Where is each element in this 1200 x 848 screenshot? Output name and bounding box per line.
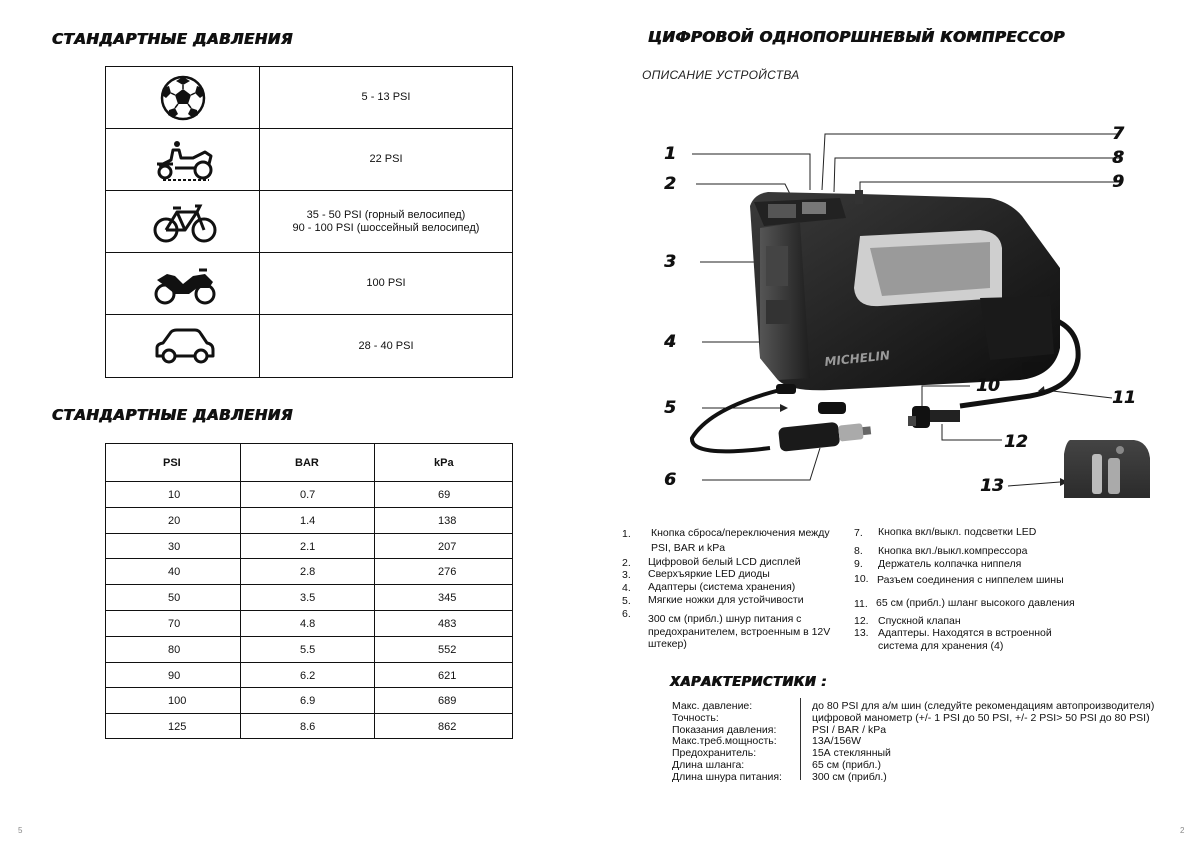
kpa-value: 621: [438, 669, 457, 682]
kpa-value: 207: [438, 540, 457, 553]
pressure-value: 28 - 40 PSI: [358, 339, 414, 352]
conversion-header-row: [106, 444, 512, 482]
legend-number: 10.: [854, 573, 869, 585]
bar-value: 3.5: [300, 592, 316, 605]
compressor-illustration: [650, 118, 1150, 498]
spec-label: Предохранитель:: [672, 747, 757, 760]
callout-1: 1: [664, 144, 676, 164]
soccer-ball-icon: [153, 74, 213, 122]
spec-label: Длина шнура питания:: [672, 770, 782, 783]
bar-value: 5.5: [300, 643, 316, 656]
spec-value: 300 см (прибл.): [812, 770, 887, 783]
legend-item-13: Адаптеры. Находятся в встроенной система для хранения (4): [878, 627, 1052, 652]
callout-7: 7: [1112, 124, 1124, 144]
device-title: ЦИФРОВОЙ ОДНОПОРШНЕВЫЙ КОМПРЕССОР: [648, 28, 1065, 46]
header-psi: PSI: [163, 457, 181, 469]
legend-item-7: Кнопка вкл/выкл. подсветки LED: [878, 526, 1037, 538]
conversion-row: [106, 559, 512, 585]
bar-value: 0.7: [300, 489, 316, 501]
kpa-value: 862: [438, 721, 457, 734]
pressure-table: [105, 66, 513, 378]
conversion-row: [106, 714, 512, 740]
bar-value: 6.2: [300, 669, 316, 682]
spec-value: 15А стеклянный: [812, 747, 891, 760]
pressure-value-secondary: 90 - 100 PSI (шоссейный велосипед): [292, 221, 480, 234]
conversion-row: [106, 482, 512, 508]
pressure-value: 100 PSI: [366, 277, 406, 289]
spec-label: Показания давления:: [672, 723, 777, 736]
legend-number: 2.: [622, 557, 631, 569]
kpa-value: 276: [438, 566, 457, 579]
psi-value: 50: [168, 592, 181, 605]
callout-9: 9: [1112, 172, 1124, 192]
header-kpa: kPa: [434, 457, 454, 469]
legend-item-10: Разъем соединения с ниппелем шины: [877, 574, 1064, 586]
conversion-row: [106, 508, 512, 534]
psi-value: 30: [168, 540, 181, 553]
conversion-row: [106, 585, 512, 611]
kpa-value: 345: [438, 592, 457, 605]
bar-value: 4.8: [300, 618, 316, 630]
psi-value: 10: [168, 489, 181, 501]
callout-10: 10: [976, 376, 1000, 396]
page-number-left: 5: [18, 826, 23, 835]
device-description-subtitle: ОПИСАНИЕ УСТРОЙСТВА: [642, 68, 800, 82]
spec-label: Длина шланга:: [672, 759, 745, 771]
pressure-row: [106, 129, 512, 191]
callout-2: 2: [664, 174, 676, 194]
pressure-row: [106, 67, 512, 129]
legend-number: 9.: [854, 558, 863, 570]
conversion-table: [105, 443, 513, 739]
spec-value: цифровой манометр (+/- 1 PSI до 50 PSI, +/- 2 PSI> 50 PSI до 80 PSI): [812, 711, 1150, 724]
spec-label: Точность:: [672, 711, 719, 724]
bicycle-icon: [153, 198, 217, 246]
spec-value: 13A/156W: [812, 735, 862, 748]
legend-item-5: Мягкие ножки для устойчивости: [648, 594, 804, 606]
callout-13: 13: [980, 476, 1004, 496]
header-bar: BAR: [295, 457, 319, 469]
motorcycle-icon: [153, 260, 217, 308]
kpa-value: 552: [438, 643, 457, 656]
psi-value: 70: [168, 618, 181, 630]
kpa-value: 689: [438, 695, 457, 708]
kpa-value: 69: [438, 489, 451, 501]
pressure-row: [106, 191, 512, 253]
callout-8: 8: [1112, 148, 1124, 168]
standard-pressures-heading-2: СТАНДАРТНЫЕ ДАВЛЕНИЯ: [52, 406, 293, 424]
callout-11: 11: [1112, 388, 1136, 408]
legend-item-11: 65 см (прибл.) шланг высокого давления: [876, 597, 1075, 609]
pressure-value: 35 - 50 PSI (горный велосипед): [306, 208, 466, 221]
standard-pressures-heading: СТАНДАРТНЫЕ ДАВЛЕНИЯ: [52, 30, 293, 48]
callout-3: 3: [664, 252, 676, 272]
car-icon: [153, 322, 217, 370]
psi-value: 20: [168, 514, 181, 527]
psi-value: 100: [168, 695, 187, 708]
legend-item-4: Адаптеры (система хранения): [648, 581, 796, 593]
psi-value: 125: [168, 721, 187, 734]
callout-5: 5: [664, 398, 676, 418]
bar-value: 2.8: [300, 566, 316, 579]
conversion-row: [106, 637, 512, 663]
legend-item-3: Сверхъяркие LED диоды: [648, 568, 770, 580]
specs-heading: ХАРАКТЕРИСТИКИ :: [670, 675, 827, 690]
pressure-value: 22 PSI: [369, 153, 403, 165]
legend-item-6: 300 см (прибл.) шнур питания с предохранителем, встроенным в 12V штекер): [648, 613, 831, 650]
lawn-mower-icon: [153, 136, 217, 184]
legend-item-12: Спускной клапан: [878, 615, 961, 627]
conversion-row: [106, 663, 512, 689]
legend-number: 7.: [854, 527, 863, 539]
kpa-value: 483: [438, 618, 457, 630]
spec-value: до 80 PSI для а/м шин (следуйте рекомендациям автопроизводителя): [812, 700, 1155, 712]
legend-item-1: Кнопка сброса/переключения между PSI, BAR и kPa: [651, 527, 830, 554]
pressure-row: [106, 315, 512, 377]
psi-value: 40: [168, 566, 181, 579]
legend-number: 6.: [622, 608, 631, 620]
spec-value: 65 см (прибл.): [812, 759, 881, 771]
bar-value: 2.1: [300, 540, 316, 553]
callout-4: 4: [664, 332, 676, 352]
conversion-row: [106, 688, 512, 714]
pressure-value: 5 - 13 PSI: [361, 91, 411, 103]
bar-value: 8.6: [300, 721, 316, 734]
legend-number: 5.: [622, 595, 631, 607]
legend-number: 3.: [622, 569, 631, 581]
legend-item-8: Кнопка вкл./выкл.компрессора: [878, 545, 1028, 557]
spec-value: PSI / BAR / kPa: [812, 723, 887, 736]
legend-item-2: Цифровой белый LCD дисплей: [648, 556, 801, 568]
callout-12: 12: [1004, 432, 1028, 452]
conversion-row: [106, 534, 512, 560]
legend-number: 8.: [854, 545, 863, 557]
legend-number: 4.: [622, 582, 631, 594]
legend-item-9: Держатель колпачка ниппеля: [878, 558, 1022, 570]
psi-value: 80: [168, 643, 181, 656]
pressure-row: [106, 253, 512, 315]
legend-number: 11.: [854, 598, 868, 610]
callout-6: 6: [664, 470, 676, 490]
legend-number: 1.: [622, 528, 631, 540]
legend-number: 12.: [854, 615, 869, 627]
conversion-row: [106, 611, 512, 637]
spec-label: Макс. давление:: [672, 700, 753, 712]
bar-value: 1.4: [300, 514, 316, 527]
page-number-right: 2: [1180, 826, 1185, 835]
spec-label: Макс.треб.мощность:: [672, 735, 777, 748]
legend-number: 13.: [854, 627, 869, 639]
kpa-value: 138: [438, 514, 457, 527]
bar-value: 6.9: [300, 695, 316, 708]
psi-value: 90: [168, 669, 181, 682]
brand-logo: MICHELIN: [823, 348, 891, 369]
